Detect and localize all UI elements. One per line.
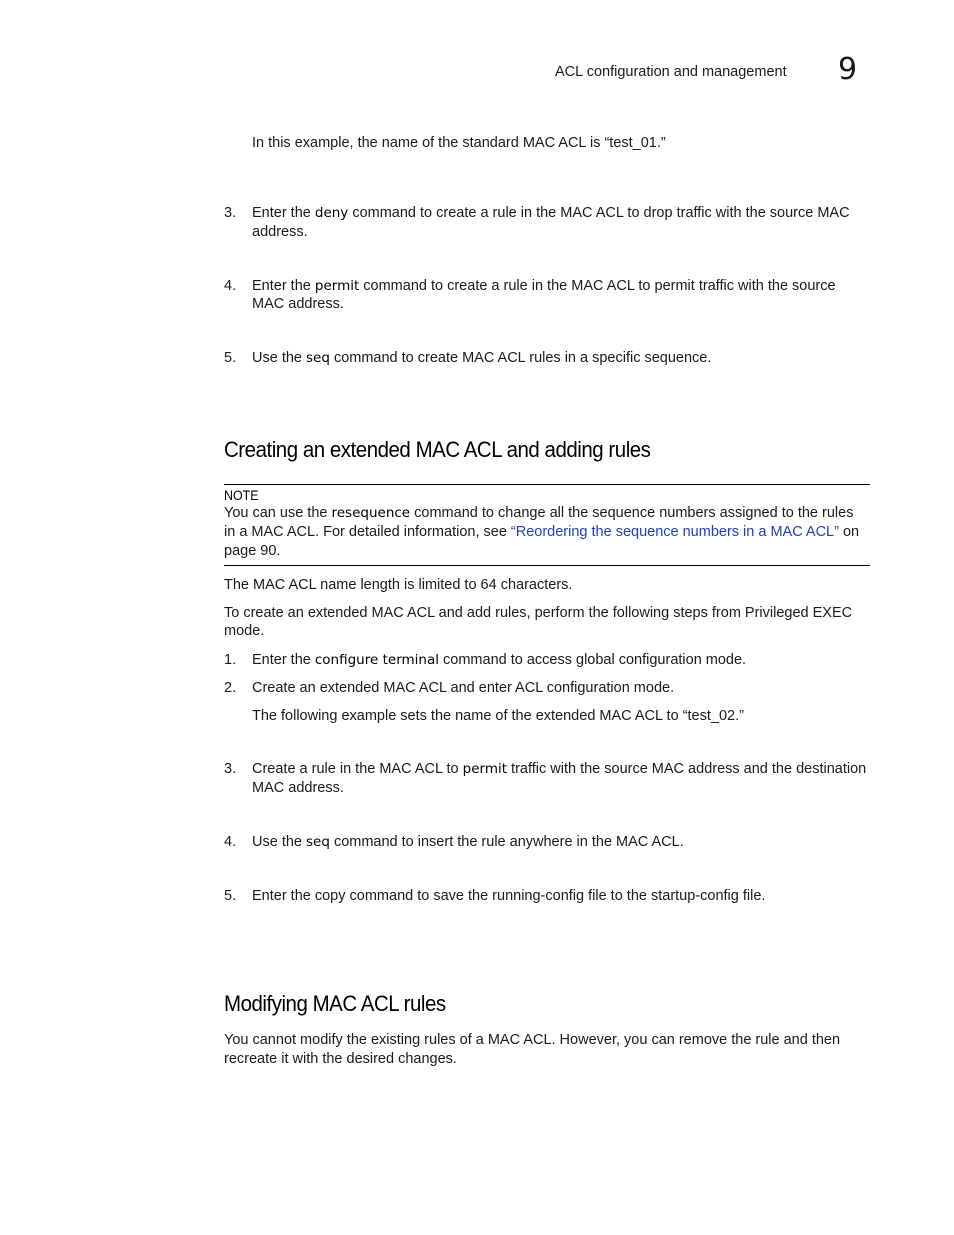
step-number: 4. <box>224 834 237 850</box>
command-keyword: configure terminal <box>314 652 439 668</box>
command-keyword: permit <box>314 278 360 294</box>
std-step-3-cont: address. <box>252 224 308 240</box>
intro-example-text: In this example, the name of the standard MAC ACL is “test_01.” <box>252 135 666 151</box>
command-keyword: seq <box>306 350 330 366</box>
command-keyword: resequence <box>331 505 411 521</box>
std-step-3: Enter the deny command to create a rule in the MAC ACL to drop traffic with the source MAC <box>252 205 850 221</box>
note-bottom-rule <box>224 565 870 566</box>
ext-step-3-cont: MAC address. <box>252 780 344 796</box>
std-step-4-cont: MAC address. <box>252 296 344 312</box>
name-length-paragraph: The MAC ACL name length is limited to 64 characters. <box>224 577 573 593</box>
note-text-line1: You can use the resequence command to change all the sequence numbers assigned to the rules <box>224 505 854 521</box>
note-top-rule <box>224 484 870 485</box>
step-number: 3. <box>224 205 237 221</box>
std-step-4: Enter the permit command to create a rule in the MAC ACL to permit traffic with the source <box>252 278 836 294</box>
section-heading-modifying-rules: Modifying MAC ACL rules <box>224 991 446 1016</box>
modify-paragraph-line1: You cannot modify the existing rules of a MAC ACL. However, you can remove the rule and then <box>224 1032 841 1048</box>
step-number: 5. <box>224 888 237 904</box>
ext-step-2: Create an extended MAC ACL and enter ACL configuration mode. <box>252 680 675 696</box>
step-number: 2. <box>224 680 237 696</box>
step-number: 5. <box>224 350 237 366</box>
section-heading-extended-mac-acl: Creating an extended MAC ACL and adding rules <box>224 437 651 462</box>
note-label: NOTE <box>224 488 259 503</box>
step-number: 4. <box>224 278 237 294</box>
command-keyword: deny <box>314 205 349 221</box>
procedure-intro-line2: mode. <box>224 623 265 639</box>
command-keyword: seq <box>306 834 330 850</box>
running-header-title: ACL configuration and management <box>555 64 787 80</box>
modify-paragraph-line2: recreate it with the desired changes. <box>224 1051 457 1067</box>
ext-step-4: Use the seq command to insert the rule anywhere in the MAC ACL. <box>252 834 684 850</box>
step-number: 1. <box>224 652 237 668</box>
ext-step-2-example: The following example sets the name of the extended MAC ACL to “test_02.” <box>252 708 744 724</box>
std-step-5: Use the seq command to create MAC ACL rules in a specific sequence. <box>252 350 712 366</box>
note-text-line3: page 90. <box>224 543 281 559</box>
cross-reference-link[interactable]: “Reordering the sequence numbers in a MAC ACL” <box>510 524 839 540</box>
note-text-line2: in a MAC ACL. For detailed information, see “Reordering the sequence numbers in a MAC ACL” on <box>224 524 860 540</box>
procedure-intro-line1: To create an extended MAC ACL and add rules, perform the following steps from Privileged EXEC <box>224 605 853 621</box>
command-keyword: permit <box>462 761 508 777</box>
ext-step-1: Enter the configure terminal command to access global configuration mode. <box>252 652 747 668</box>
ext-step-5: Enter the copy command to save the running-config file to the startup-config file. <box>252 888 766 904</box>
step-number: 3. <box>224 761 237 777</box>
ext-step-3: Create a rule in the MAC ACL to permit traffic with the source MAC address and the destination <box>252 761 867 777</box>
chapter-number: 9 <box>838 52 858 87</box>
